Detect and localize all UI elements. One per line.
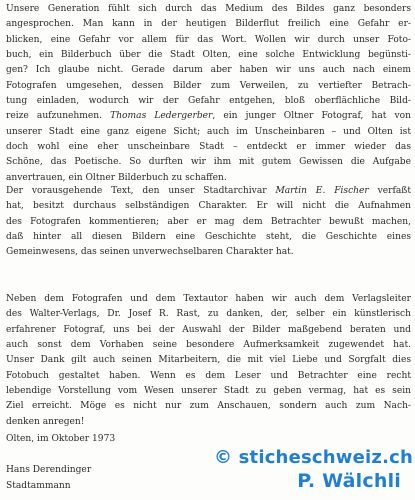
text-line: angesprochen. Man kann in der heutigen Bilderflut freilich eine Gefahr er- [6, 19, 411, 30]
text-line: lebendige Vorstellung vom Wesen unserer Stadt zu geben vermag, hat es sein [6, 386, 411, 397]
text-line: Der vorausgehende Text, den unser Stadtarchivar Martin E. Fischer verfaßt [6, 186, 411, 196]
signature-name: Hans Derendinger [6, 465, 92, 475]
text-line: auch sonst dem Vorhaben seine besondere Aufmerksamkeit zugewendet hat. [6, 340, 411, 351]
watermark-line-2: P. Wälchli [297, 470, 401, 492]
text-line: hat, besitzt durchaus selbständigen Charakter. Er will nicht die Aufnahmen [6, 201, 411, 212]
text-line: anvertrauen, ein Oltner Bilderbuch zu schaffen. [6, 172, 227, 183]
date-line: Olten, im Oktober 1973 [6, 434, 116, 444]
paragraph-acknowledgements [6, 292, 411, 430]
text-line: Fotobuch gestaltet haben. Wenn es dem Leser und Betrachter eine recht [6, 370, 411, 381]
text-line: Unser Dank gilt auch seinen Mitarbeitern, die mit viel Liebe und Sorgfalt dies [6, 355, 411, 366]
text-line: Neben dem Fotografen und dem Textautor haben wir auch dem Verlagsleiter [6, 294, 411, 304]
text-line: unserer Stadt eine ganz eigene Sicht; auch im Unscheinbaren – und Olten ist [6, 126, 411, 137]
signature-title: Stadtammann [6, 481, 71, 491]
text-line: des Fotografen kommentieren; aber er mag dem Betrachter bewußt machen, [6, 216, 411, 227]
text-line: erfahrener Fotograf, uns bei der Auswahl der Bilder maßgebend beraten und [6, 324, 411, 335]
watermark-line-1: © sticheschweiz.ch [213, 447, 413, 468]
text-line: tung einladen, wodurch wir der Gefahr entgehen, bloß oberflächliche Bild- [6, 96, 411, 107]
text-line: Ziel erreicht. Möge es nicht nur zum Anschauen, sondern auch zum Nach- [6, 401, 411, 412]
text-line: des Walter-Verlags, Dr. Josef R. Rast, zu danken, der, selber ein künstlerisch [6, 309, 411, 320]
text-line: Unsere Generation fühlt sich durch das Medium des Bildes ganz besonders [6, 4, 411, 14]
text-line: blicken, eine Gefahr vor allem für das Wort. Wollen wir durch unser Foto- [6, 34, 411, 45]
paragraph-intro [6, 2, 411, 186]
text-line: gen? Ich glaube nicht. Gerade darum aber haben wir uns auch nach einem [6, 65, 411, 76]
text-line: doch wohl eine eher unscheinbare Stadt – entdeckt er immer wieder das [6, 142, 411, 153]
text-line: Fotografen umgesehen, dessen Bilder zum Verweilen, zu vertiefter Betrach- [6, 80, 411, 91]
text-line: buch, ein Bilderbuch über die Stadt Olten, eine solche Entwicklung begünsti- [6, 50, 411, 61]
text-line: Gemeinwesens, das seinen unverwechselbaren Charakter hat. [6, 247, 294, 258]
text-line: daß hinter all diesen Bildern eine Geschichte steht, die Geschichte eines [6, 232, 411, 243]
text-line: Schöne, das Poetische. So durften wir ihm mit gutem Gewissen die Aufgabe [6, 157, 411, 168]
text-line: denken anregen! [6, 416, 85, 427]
text-line: reize aufzunehmen. Thomas Ledergerber, ein junger Oltner Fotograf, hat von [6, 111, 411, 122]
paragraph-text-note [6, 184, 411, 261]
